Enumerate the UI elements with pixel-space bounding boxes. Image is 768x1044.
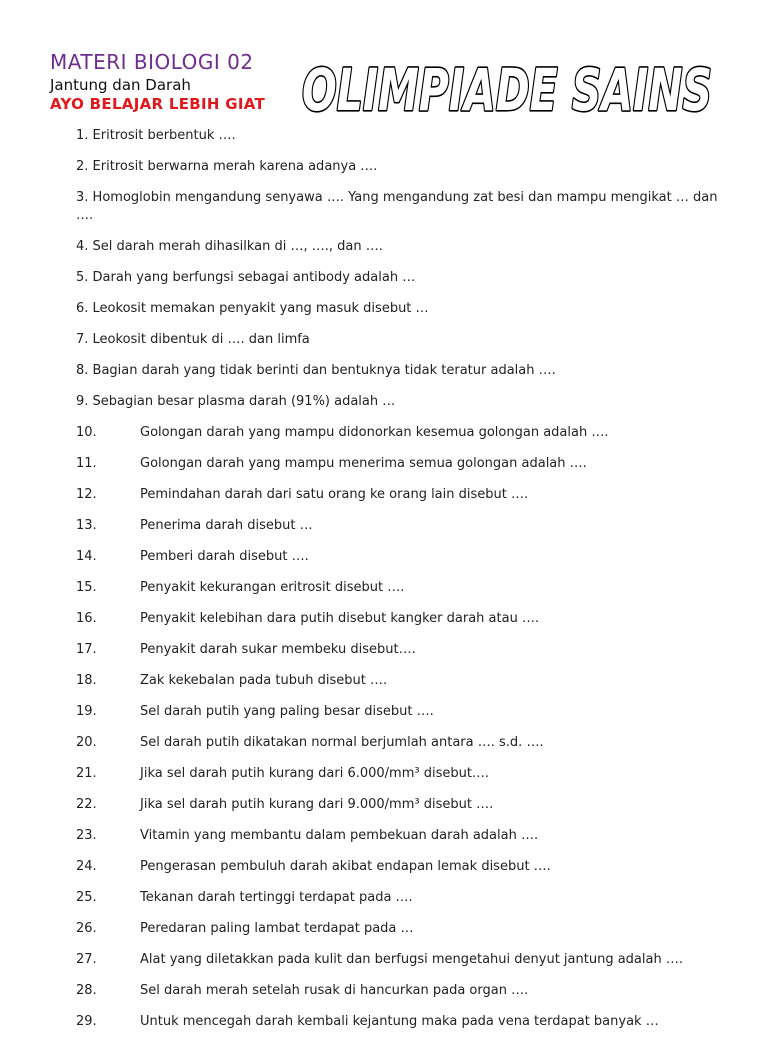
list-item — [76, 765, 726, 783]
question-number: 16. — [76, 611, 97, 626]
list-item — [76, 858, 726, 876]
list-item — [76, 641, 726, 659]
question-text: Sebagian besar plasma darah (91%) adalah … — [92, 394, 396, 409]
question-number: 19. — [76, 704, 97, 719]
question-number: 1. — [76, 128, 89, 143]
question-text: Alat yang diletakkan pada kulit dan berfugsi mengetahui denyut jantung adalah …. — [140, 952, 683, 967]
list-item — [76, 517, 726, 535]
question-number: 15. — [76, 580, 97, 595]
question-text: Sel darah putih yang paling besar disebut …. — [140, 704, 434, 719]
list-item — [76, 672, 726, 690]
question-number: 22. — [76, 797, 97, 812]
list-item — [76, 920, 726, 938]
list-item — [76, 238, 726, 256]
list-item — [76, 951, 726, 969]
document-subtitle: Jantung dan Darah — [50, 76, 191, 94]
list-item — [76, 486, 726, 504]
list-item — [76, 610, 726, 628]
question-number: 12. — [76, 487, 97, 502]
question-text: Bagian darah yang tidak berinti dan bentuknya tidak teratur adalah …. — [92, 363, 556, 378]
question-number: 5. — [76, 270, 89, 285]
list-item — [76, 362, 726, 380]
question-number: 17. — [76, 642, 97, 657]
list-item — [76, 331, 726, 349]
list-item — [76, 455, 726, 473]
question-text: Pemindahan darah dari satu orang ke orang lain disebut …. — [140, 487, 529, 502]
question-number: 23. — [76, 828, 97, 843]
question-number: 26. — [76, 921, 97, 936]
list-item — [76, 548, 726, 566]
question-text: Leokosit dibentuk di …. dan limfa — [92, 332, 310, 347]
list-item — [76, 158, 726, 176]
question-number: 2. — [76, 159, 89, 174]
question-number: 11. — [76, 456, 97, 471]
question-text: Pemberi darah disebut …. — [140, 549, 309, 564]
list-item — [76, 189, 726, 225]
list-item — [76, 889, 726, 907]
question-number: 14. — [76, 549, 97, 564]
question-text: Darah yang berfungsi sebagai antibody adalah … — [92, 270, 416, 285]
question-number: 3. — [76, 190, 89, 205]
question-text: Vitamin yang membantu dalam pembekuan darah adalah …. — [140, 828, 539, 843]
question-number: 13. — [76, 518, 97, 533]
question-text: Peredaran paling lambat terdapat pada … — [140, 921, 414, 936]
question-list — [76, 127, 726, 1044]
question-text: Eritrosit berwarna merah karena adanya …. — [92, 159, 378, 174]
question-number: 9. — [76, 394, 89, 409]
question-text: Leokosit memakan penyakit yang masuk disebut … — [92, 301, 429, 316]
question-text: Zak kekebalan pada tubuh disebut …. — [140, 673, 388, 688]
list-item — [76, 424, 726, 442]
question-number: 29. — [76, 1014, 97, 1029]
question-text: Penerima darah disebut … — [140, 518, 313, 533]
list-item — [76, 579, 726, 597]
question-number: 7. — [76, 332, 89, 347]
question-text: Penyakit kekurangan eritrosit disebut …. — [140, 580, 405, 595]
list-item — [76, 1013, 726, 1031]
question-text: Golongan darah yang mampu menerima semua golongan adalah …. — [140, 456, 587, 471]
question-number: 27. — [76, 952, 97, 967]
question-text: Sel darah merah dihasilkan di …, …., dan …. — [92, 239, 383, 254]
question-text: Untuk mencegah darah kembali kejantung maka pada vena terdapat banyak … — [140, 1014, 659, 1029]
list-item — [76, 734, 726, 752]
question-number: 8. — [76, 363, 89, 378]
question-number: 10. — [76, 425, 97, 440]
list-item — [76, 796, 726, 814]
question-text: Eritrosit berbentuk …. — [92, 128, 236, 143]
question-text: Golongan darah yang mampu didonorkan kesemua golongan adalah …. — [140, 425, 609, 440]
document-tagline: AYO BELAJAR LEBIH GIAT — [50, 95, 266, 113]
question-number: 21. — [76, 766, 97, 781]
list-item — [76, 703, 726, 721]
document-title: MATERI BIOLOGI 02 — [50, 50, 254, 74]
document-header — [50, 50, 310, 114]
question-text: Sel darah merah setelah rusak di hancurkan pada organ …. — [140, 983, 529, 998]
question-text: Pengerasan pembuluh darah akibat endapan lemak disebut …. — [140, 859, 551, 874]
wordart-text: OLIMPIADE SAINS — [302, 56, 712, 122]
list-item — [76, 827, 726, 845]
list-item — [76, 269, 726, 287]
list-item — [76, 300, 726, 318]
question-text: Jika sel darah putih kurang dari 6.000/mm³ disebut…. — [140, 766, 490, 781]
question-number: 6. — [76, 301, 89, 316]
question-number: 4. — [76, 239, 89, 254]
question-text: Penyakit darah sukar membeku disebut…. — [140, 642, 416, 657]
question-number: 20. — [76, 735, 97, 750]
question-number: 18. — [76, 673, 97, 688]
list-item — [76, 393, 726, 411]
question-text: Jika sel darah putih kurang dari 9.000/mm³ disebut …. — [140, 797, 494, 812]
olimpiade-sains-wordart — [296, 48, 718, 122]
question-text: Tekanan darah tertinggi terdapat pada …. — [140, 890, 413, 905]
list-item — [76, 127, 726, 145]
question-number: 25. — [76, 890, 97, 905]
question-number: 28. — [76, 983, 97, 998]
question-text: Homoglobin mengandung senyawa …. Yang mengandung zat besi dan mampu mengikat … dan …. — [76, 190, 718, 223]
list-item — [76, 982, 726, 1000]
question-number: 24. — [76, 859, 97, 874]
question-text: Penyakit kelebihan dara putih disebut kangker darah atau …. — [140, 611, 540, 626]
question-text: Sel darah putih dikatakan normal berjumlah antara …. s.d. …. — [140, 735, 544, 750]
